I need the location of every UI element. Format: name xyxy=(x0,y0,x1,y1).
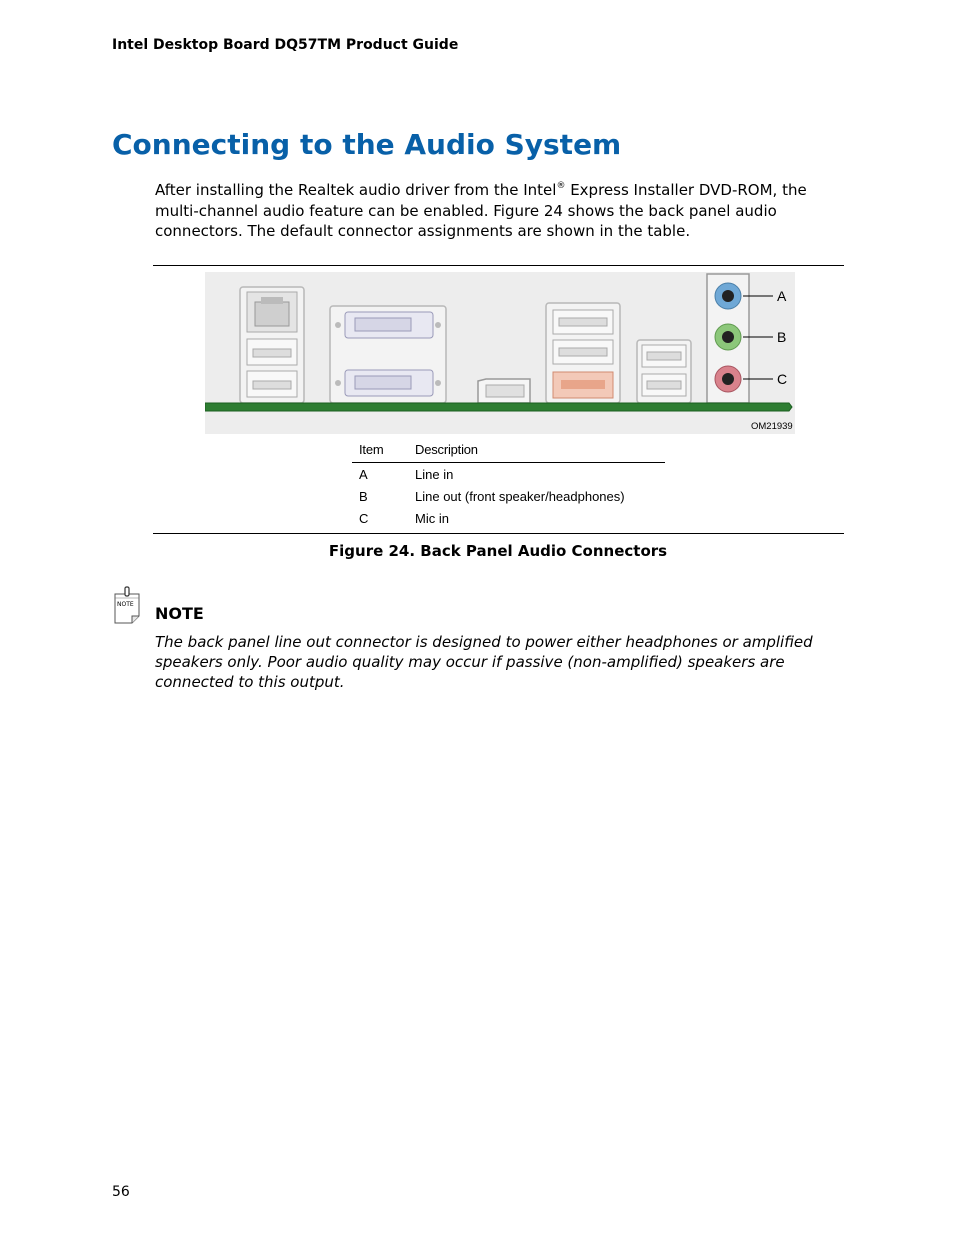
lan-usb-stack xyxy=(240,287,304,403)
table-row xyxy=(352,485,665,507)
description-cell: Line out (front speaker/headphones) xyxy=(415,489,625,504)
table-row xyxy=(352,507,665,529)
page-number: 56 xyxy=(112,1184,130,1200)
displayport-connector xyxy=(478,379,530,403)
item-cell: C xyxy=(359,511,369,526)
callout-c: C xyxy=(777,371,788,387)
art-id-label: OM21939 xyxy=(751,421,793,432)
item-cell: A xyxy=(359,467,368,482)
page-title: Connecting to the Audio System xyxy=(112,128,622,161)
note-pad-icon xyxy=(112,586,144,626)
intro-paragraph xyxy=(155,180,855,242)
note-title: NOTE xyxy=(155,604,204,623)
column-header-item: Item xyxy=(352,440,408,463)
registered-mark: ® xyxy=(556,181,566,191)
intro-text-end: Express Installer DVD-ROM, the multi-channel audio feature can be enabled. Figure 24 shows the back panel audio connectors. The default connector assignments are shown in the table. xyxy=(155,181,807,240)
description-cell: Line in xyxy=(415,467,454,482)
figure-top-rule xyxy=(153,265,844,266)
note-text: The back panel line out connector is designed to power either headphones or amplified speakers only. Poor audio quality may occur if passive (non-amplified) speakers are connected to this output. xyxy=(155,633,813,692)
callout-b: B xyxy=(777,329,787,345)
description-cell: Mic in xyxy=(415,511,449,526)
item-cell: B xyxy=(359,489,368,504)
note-icon-label: NOTE xyxy=(117,601,134,608)
figure-bottom-rule xyxy=(153,533,844,534)
column-header-description: Description xyxy=(408,440,665,463)
table-row xyxy=(352,463,665,486)
connector-table xyxy=(352,440,665,529)
dvi-connectors xyxy=(330,306,446,403)
usb-pair xyxy=(637,340,691,403)
usb-esata-stack xyxy=(546,303,620,403)
board-edge xyxy=(205,403,792,411)
callout-a: A xyxy=(777,288,787,304)
running-header: Intel Desktop Board DQ57TM Product Guide xyxy=(112,37,459,53)
back-panel-illustration xyxy=(205,272,795,434)
figure-caption: Figure 24. Back Panel Audio Connectors xyxy=(328,542,668,560)
intro-text-start: After installing the Realtek audio driver from the Intel xyxy=(155,181,557,199)
table-header-row xyxy=(352,440,665,463)
